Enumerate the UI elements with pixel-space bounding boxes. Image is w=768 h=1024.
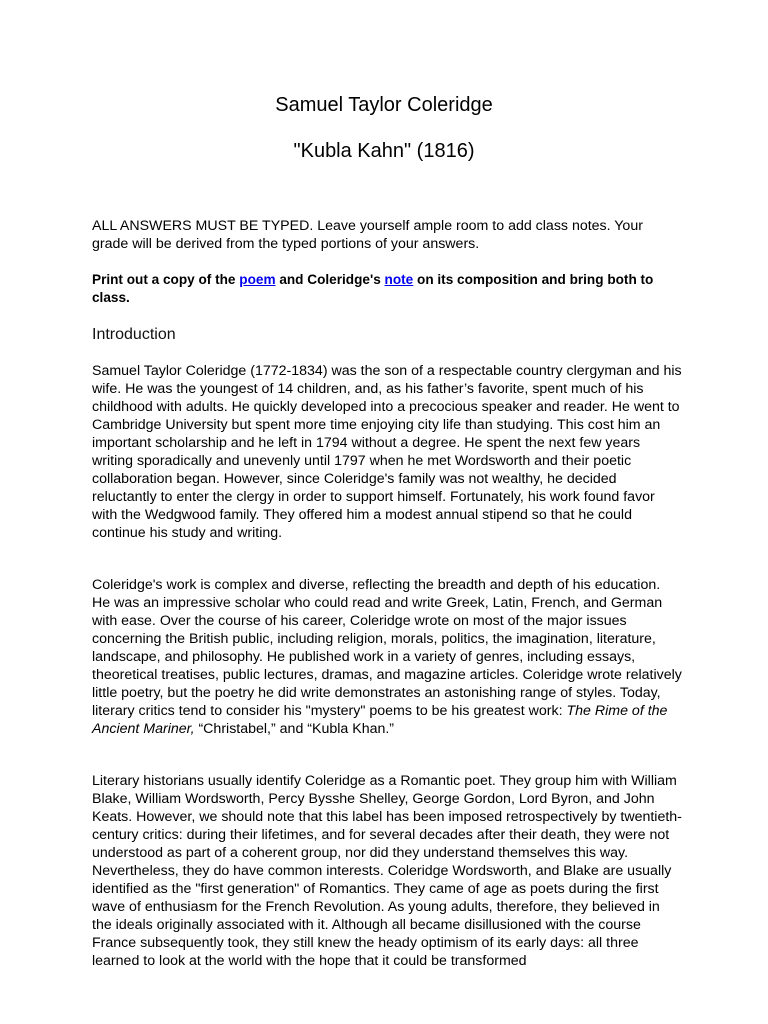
section-heading-introduction: Introduction bbox=[92, 326, 176, 343]
print-instruction-part1: Print out a copy of the bbox=[92, 272, 240, 287]
intro-paragraph-2 bbox=[92, 576, 682, 738]
poem-link[interactable]: poem bbox=[239, 272, 276, 287]
print-instruction bbox=[92, 271, 682, 307]
poem-title-rime: The Rime of the Ancient Mariner, bbox=[92, 703, 668, 737]
paragraph-2-end: “Christabel,” and “Kubla Khan.” bbox=[194, 721, 395, 737]
document-title: Samuel Taylor Coleridge bbox=[275, 94, 493, 116]
note-link[interactable]: note bbox=[384, 272, 414, 287]
instructions-paragraph: ALL ANSWERS MUST BE TYPED. Leave yourself ample room to add class notes. Your grade will be derived from the typed portions of your answers. bbox=[92, 218, 643, 252]
intro-paragraph-3: Literary historians usually identify Coleridge as a Romantic poet. They group him with William Blake, William Wordsworth, Percy Bysshe Shelley, George Gordon, Lord Byron, and John Keats. However, we should note that this label has been imposed retrospectively by twentieth-century critics: during their lifetimes, and for several decades after their death, they were not understood as part of a coherent group, nor did they understand themselves this way. Nevertheless, they do have common interests. Coleridge Wordsworth, and Blake are usually identified as the "first generation" of Romantics. They came of age as poets during the first wave of enthusiasm for the French Revolution. As young adults, therefore, they believed in the ideals originally associated with it. Although all became disillusioned with the course France subsequently took, they still knew the heady optimism of its early days: all three learned to look at the world with the hope that it could be transformed bbox=[92, 773, 682, 969]
intro-paragraph-1: Samuel Taylor Coleridge (1772-1834) was the son of a respectable country clergyman and his wife. He was the youngest of 14 children, and, as his father’s favorite, spent much of his childhood with adults. He quickly developed into a precocious speaker and reader. He went to Cambridge University but spent more time enjoying city life than studying. This cost him an important scholarship and he left in 1794 without a degree. He spent the next few years writing sporadically and unevenly until 1797 when he met Wordsworth and their poetic collaboration began. However, since Coleridge's family was not wealthy, he decided reluctantly to enter the clergy in order to support himself. Fortunately, his work found favor with the Wedgwood family. They offered him a modest annual stipend so that he could continue his study and writing. bbox=[92, 363, 682, 541]
print-instruction-part2: and Coleridge's bbox=[275, 272, 385, 287]
document-subtitle: "Kubla Kahn" (1816) bbox=[293, 140, 475, 162]
paragraph-2-text: Coleridge's work is complex and diverse, reflecting the breadth and depth of his education. He was an impressive scholar who could read and write Greek, Latin, French, and German with ease. Over the course of his career, Coleridge wrote on most of the major issues concerning the British public, including religion, morals, politics, the imagination, literature, landscape, and philosophy. He published work in a variety of genres, including essays, theoretical treatises, public lectures, dramas, and magazine articles. Coleridge wrote relatively little poetry, but the poetry he did write demonstrates an astonishing range of styles. Today, literary critics tend to consider his "mystery" poems to be his greatest work: bbox=[92, 577, 682, 719]
print-instruction-part3: on its composition and bring both to class. bbox=[92, 272, 654, 305]
